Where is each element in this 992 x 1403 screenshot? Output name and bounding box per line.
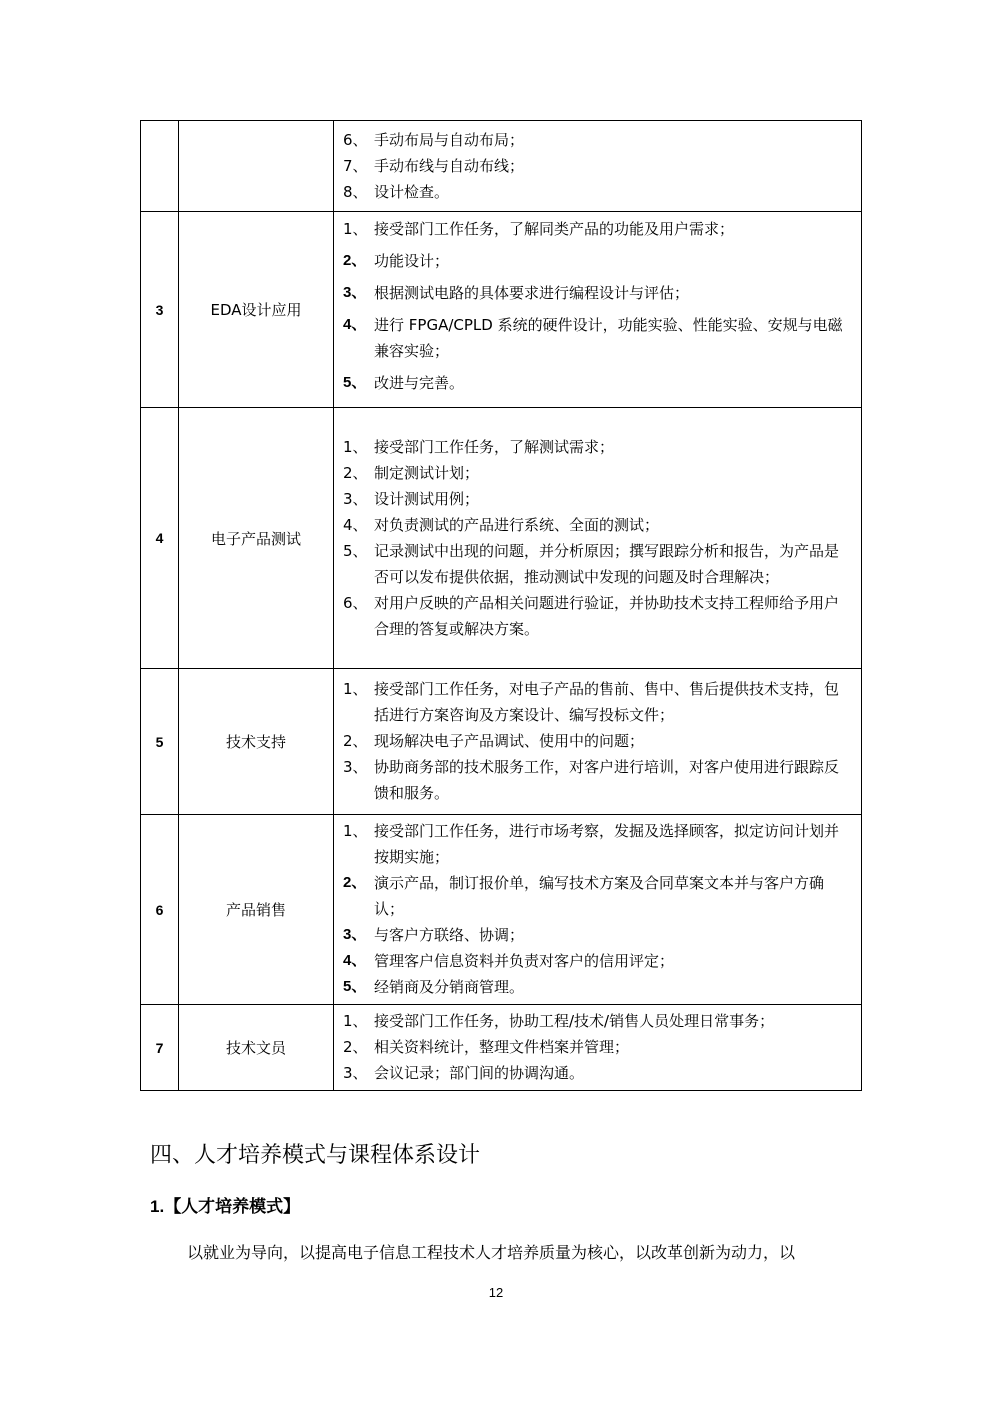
task-item [343,460,853,486]
task-text: 现场解决电子产品调试、使用中的问题； [374,732,645,750]
task-list [343,431,853,646]
task-number: 6、 [343,593,368,612]
task-text: 对负责测试的产品进行系统、全面的测试； [374,515,660,534]
task-item [343,818,853,870]
task-text: 设计测试用例； [374,489,480,508]
task-number: 2、 [343,252,367,269]
task-list [343,1005,853,1090]
subheading-number: 1. [150,1197,165,1216]
task-item [343,127,853,153]
task-text: 管理客户信息资料并负责对客户的信用评定； [374,952,675,970]
task-item [343,248,853,274]
task-item [343,370,853,396]
task-number: 7、 [343,156,368,175]
row-number-cell: 7 [141,1005,179,1091]
job-tasks-table [140,120,862,1091]
task-text: 接受部门工作任务，对电子产品的售前、售中、售后提供技术支持，包括进行方案咨询及方案设计、编写投标文件； [374,680,840,724]
task-text: 经销商及分销商管理。 [374,978,525,996]
table-row [141,669,862,815]
table-row [141,1005,862,1091]
task-text: 会议记录；部门间的协调沟通。 [374,1064,585,1082]
row-number-cell: 5 [141,669,179,815]
task-number: 3、 [343,284,367,301]
tasks-cell [334,1005,862,1091]
task-item [343,538,853,590]
task-item [343,512,853,538]
task-item [343,216,853,242]
task-number: 5、 [343,374,367,391]
table-row [141,121,862,212]
task-text: 相关资料统计，整理文件档案并管理； [374,1038,630,1056]
task-number: 2、 [343,463,368,482]
task-number: 5、 [343,541,368,560]
task-number: 3、 [343,926,367,943]
row-number-cell: 4 [141,408,179,669]
task-item [343,280,853,306]
task-number: 2、 [343,732,368,750]
task-item [343,754,853,806]
task-number: 8、 [343,182,368,201]
task-item [343,948,853,974]
job-title-cell: 技术文员 [179,1005,334,1091]
task-number: 1、 [343,680,368,698]
task-item [343,728,853,754]
task-item [343,870,853,922]
table-row [141,212,862,408]
task-text: 进行 FPGA/CPLD 系统的硬件设计，功能实验、性能实验、安规与电磁兼容实验； [374,316,843,360]
task-text: 与客户方联络、协调； [374,926,525,944]
job-title-cell: 电子产品测试 [179,408,334,669]
task-item [343,676,853,728]
page-number: 12 [488,1285,504,1300]
task-item [343,486,853,512]
task-number: 1、 [343,1012,368,1030]
job-title-cell: EDA设计应用 [179,212,334,408]
task-number: 4、 [343,515,368,534]
task-number: 1、 [343,220,368,238]
task-number: 6、 [343,130,368,149]
task-text: 根据测试电路的具体要求进行编程设计与评估； [374,284,690,302]
task-text: 接受部门工作任务，进行市场考察，发掘及选择顾客，拟定访问计划并按期实施； [374,822,840,866]
row-number-cell [141,121,179,212]
task-number: 4、 [343,316,367,333]
task-item [343,179,853,205]
task-text: 功能设计； [374,252,450,270]
job-title-cell: 产品销售 [179,815,334,1005]
task-item [343,1008,853,1034]
subheading [150,1192,300,1217]
task-number: 3、 [343,1064,368,1082]
section-heading: 四、人才培养模式与课程体系设计 [150,1143,481,1168]
task-text: 协助商务部的技术服务工作，对客户进行培训，对客户使用进行跟踪反馈和服务。 [374,758,840,802]
body-paragraph: 以就业为导向，以提高电子信息工程技术人才培养质量为核心，以改革创新为动力，以 [187,1243,796,1262]
task-text: 演示产品，制订报价单，编写技术方案及合同草案文本并与客户方确认； [374,874,825,918]
task-number: 3、 [343,758,368,776]
task-item [343,153,853,179]
tasks-cell [334,121,862,212]
job-title-cell: 技术支持 [179,669,334,815]
job-title-cell [179,121,334,212]
task-item [343,434,853,460]
task-number: 1、 [343,437,368,456]
tasks-cell [334,669,862,815]
task-text: 设计检查。 [374,182,450,201]
table-row [141,408,862,669]
task-number: 2、 [343,1038,368,1056]
task-number: 2、 [343,874,367,891]
task-item [343,590,853,642]
tasks-cell [334,212,862,408]
task-item [343,1034,853,1060]
task-text: 接受部门工作任务，了解同类产品的功能及用户需求； [374,220,735,238]
subheading-text: 【人才培养模式】 [164,1197,301,1217]
task-item [343,922,853,948]
task-list [343,815,853,1004]
task-number: 5、 [343,978,367,995]
table-row [141,815,862,1005]
task-text: 改进与完善。 [374,374,465,392]
task-text: 记录测试中出现的问题，并分析原因；撰写跟踪分析和报告，为产品是否可以发布提供依据，推动测试中发现的问题及时合理解决； [374,541,840,586]
row-number-cell: 6 [141,815,179,1005]
task-text: 接受部门工作任务，协助工程/技术/销售人员处理日常事务； [374,1012,775,1030]
task-item [343,974,853,1000]
task-item [343,1060,853,1086]
task-item [343,312,853,364]
task-text: 制定测试计划； [374,463,480,482]
tasks-cell [334,408,862,669]
task-number: 4、 [343,952,367,969]
tasks-cell [334,815,862,1005]
row-number-cell: 3 [141,212,179,408]
task-text: 对用户反映的产品相关问题进行验证，并协助技术支持工程师给予用户合理的答复或解决方案。 [374,593,840,638]
task-list [343,124,853,209]
task-number: 1、 [343,822,368,840]
task-list [343,213,853,406]
task-text: 手动布线与自动布线； [374,156,525,175]
task-list [343,673,853,810]
task-number: 3、 [343,489,368,508]
task-text: 手动布局与自动布局； [374,130,525,149]
task-text: 接受部门工作任务，了解测试需求； [374,437,615,456]
